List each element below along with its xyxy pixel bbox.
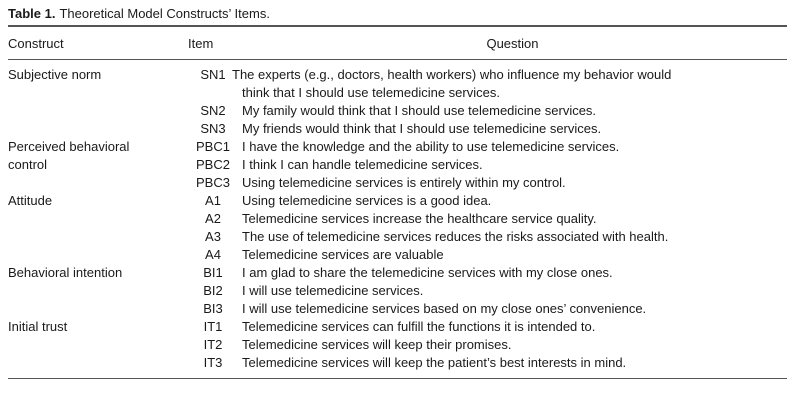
table-row bbox=[8, 60, 787, 103]
item-id-cell: A2 bbox=[205, 211, 221, 226]
question-cell: My friends would think that I should use telemedicine services. bbox=[242, 121, 602, 136]
table-row bbox=[8, 192, 787, 210]
item-id-cell: SN2 bbox=[200, 103, 226, 118]
item-id-cell: PBC3 bbox=[196, 175, 230, 190]
question-cell: I have the knowledge and the ability to use telemedicine services. bbox=[242, 139, 620, 154]
question-cell: The use of telemedicine services reduces the risks associated with health. bbox=[242, 229, 669, 244]
construct-cell: Perceived behavioral control bbox=[8, 139, 130, 172]
question-cell: I am glad to share the telemedicine services with my close ones. bbox=[242, 265, 613, 280]
question-cell: Telemedicine services can fulfill the functions it is intended to. bbox=[242, 319, 596, 334]
question-cell: Telemedicine services are valuable bbox=[242, 247, 444, 262]
construct-cell: Attitude bbox=[8, 193, 53, 208]
constructs-table bbox=[8, 25, 787, 379]
header-question: Question bbox=[486, 35, 539, 51]
item-id-cell: A3 bbox=[205, 229, 221, 244]
item-id-cell: IT1 bbox=[203, 319, 223, 334]
table-row bbox=[8, 138, 787, 156]
table-row bbox=[8, 318, 787, 336]
construct-cell: Subjective norm bbox=[8, 67, 102, 82]
item-id-cell: SN1 bbox=[200, 67, 226, 82]
question-cell: Using telemedicine services is a good idea. bbox=[242, 193, 492, 208]
question-cell: I will use telemedicine services. bbox=[242, 283, 424, 298]
item-id-cell: SN3 bbox=[200, 121, 226, 136]
item-id-cell: A1 bbox=[205, 193, 221, 208]
question-cell: Using telemedicine services is entirely within my control. bbox=[242, 175, 566, 190]
item-id-cell: BI3 bbox=[203, 301, 223, 316]
header-construct: Construct bbox=[8, 35, 64, 51]
table-caption bbox=[8, 5, 787, 25]
item-id-cell: BI2 bbox=[203, 283, 223, 298]
header-row bbox=[8, 26, 787, 60]
item-id-cell: PBC2 bbox=[196, 157, 230, 172]
header-item: Item bbox=[188, 35, 214, 51]
item-id-cell: IT3 bbox=[203, 355, 223, 370]
question-cell: Telemedicine services will keep the patient’s best interests in mind. bbox=[242, 355, 627, 370]
item-id-cell: PBC1 bbox=[196, 139, 230, 154]
table-row bbox=[8, 264, 787, 282]
question-cell: I will use telemedicine services based on my close ones’ convenience. bbox=[242, 301, 647, 316]
question-cell: My family would think that I should use telemedicine services. bbox=[242, 103, 597, 118]
question-cell: I think I can handle telemedicine services. bbox=[242, 157, 483, 172]
question-cell: The experts (e.g., doctors, health workers) who influence my behavior would think that I should use telemedicine services. bbox=[232, 67, 672, 100]
table-label: Table 1. bbox=[8, 6, 56, 21]
item-id-cell: BI1 bbox=[203, 265, 223, 280]
item-id-cell: IT2 bbox=[203, 337, 223, 352]
question-cell: Telemedicine services will keep their promises. bbox=[242, 337, 512, 352]
construct-cell: Behavioral intention bbox=[8, 265, 123, 280]
question-cell: Telemedicine services increase the healthcare service quality. bbox=[242, 211, 597, 226]
table-title: Theoretical Model Constructs’ Items. bbox=[59, 6, 270, 21]
construct-cell: Initial trust bbox=[8, 319, 68, 334]
item-id-cell: A4 bbox=[205, 247, 221, 262]
